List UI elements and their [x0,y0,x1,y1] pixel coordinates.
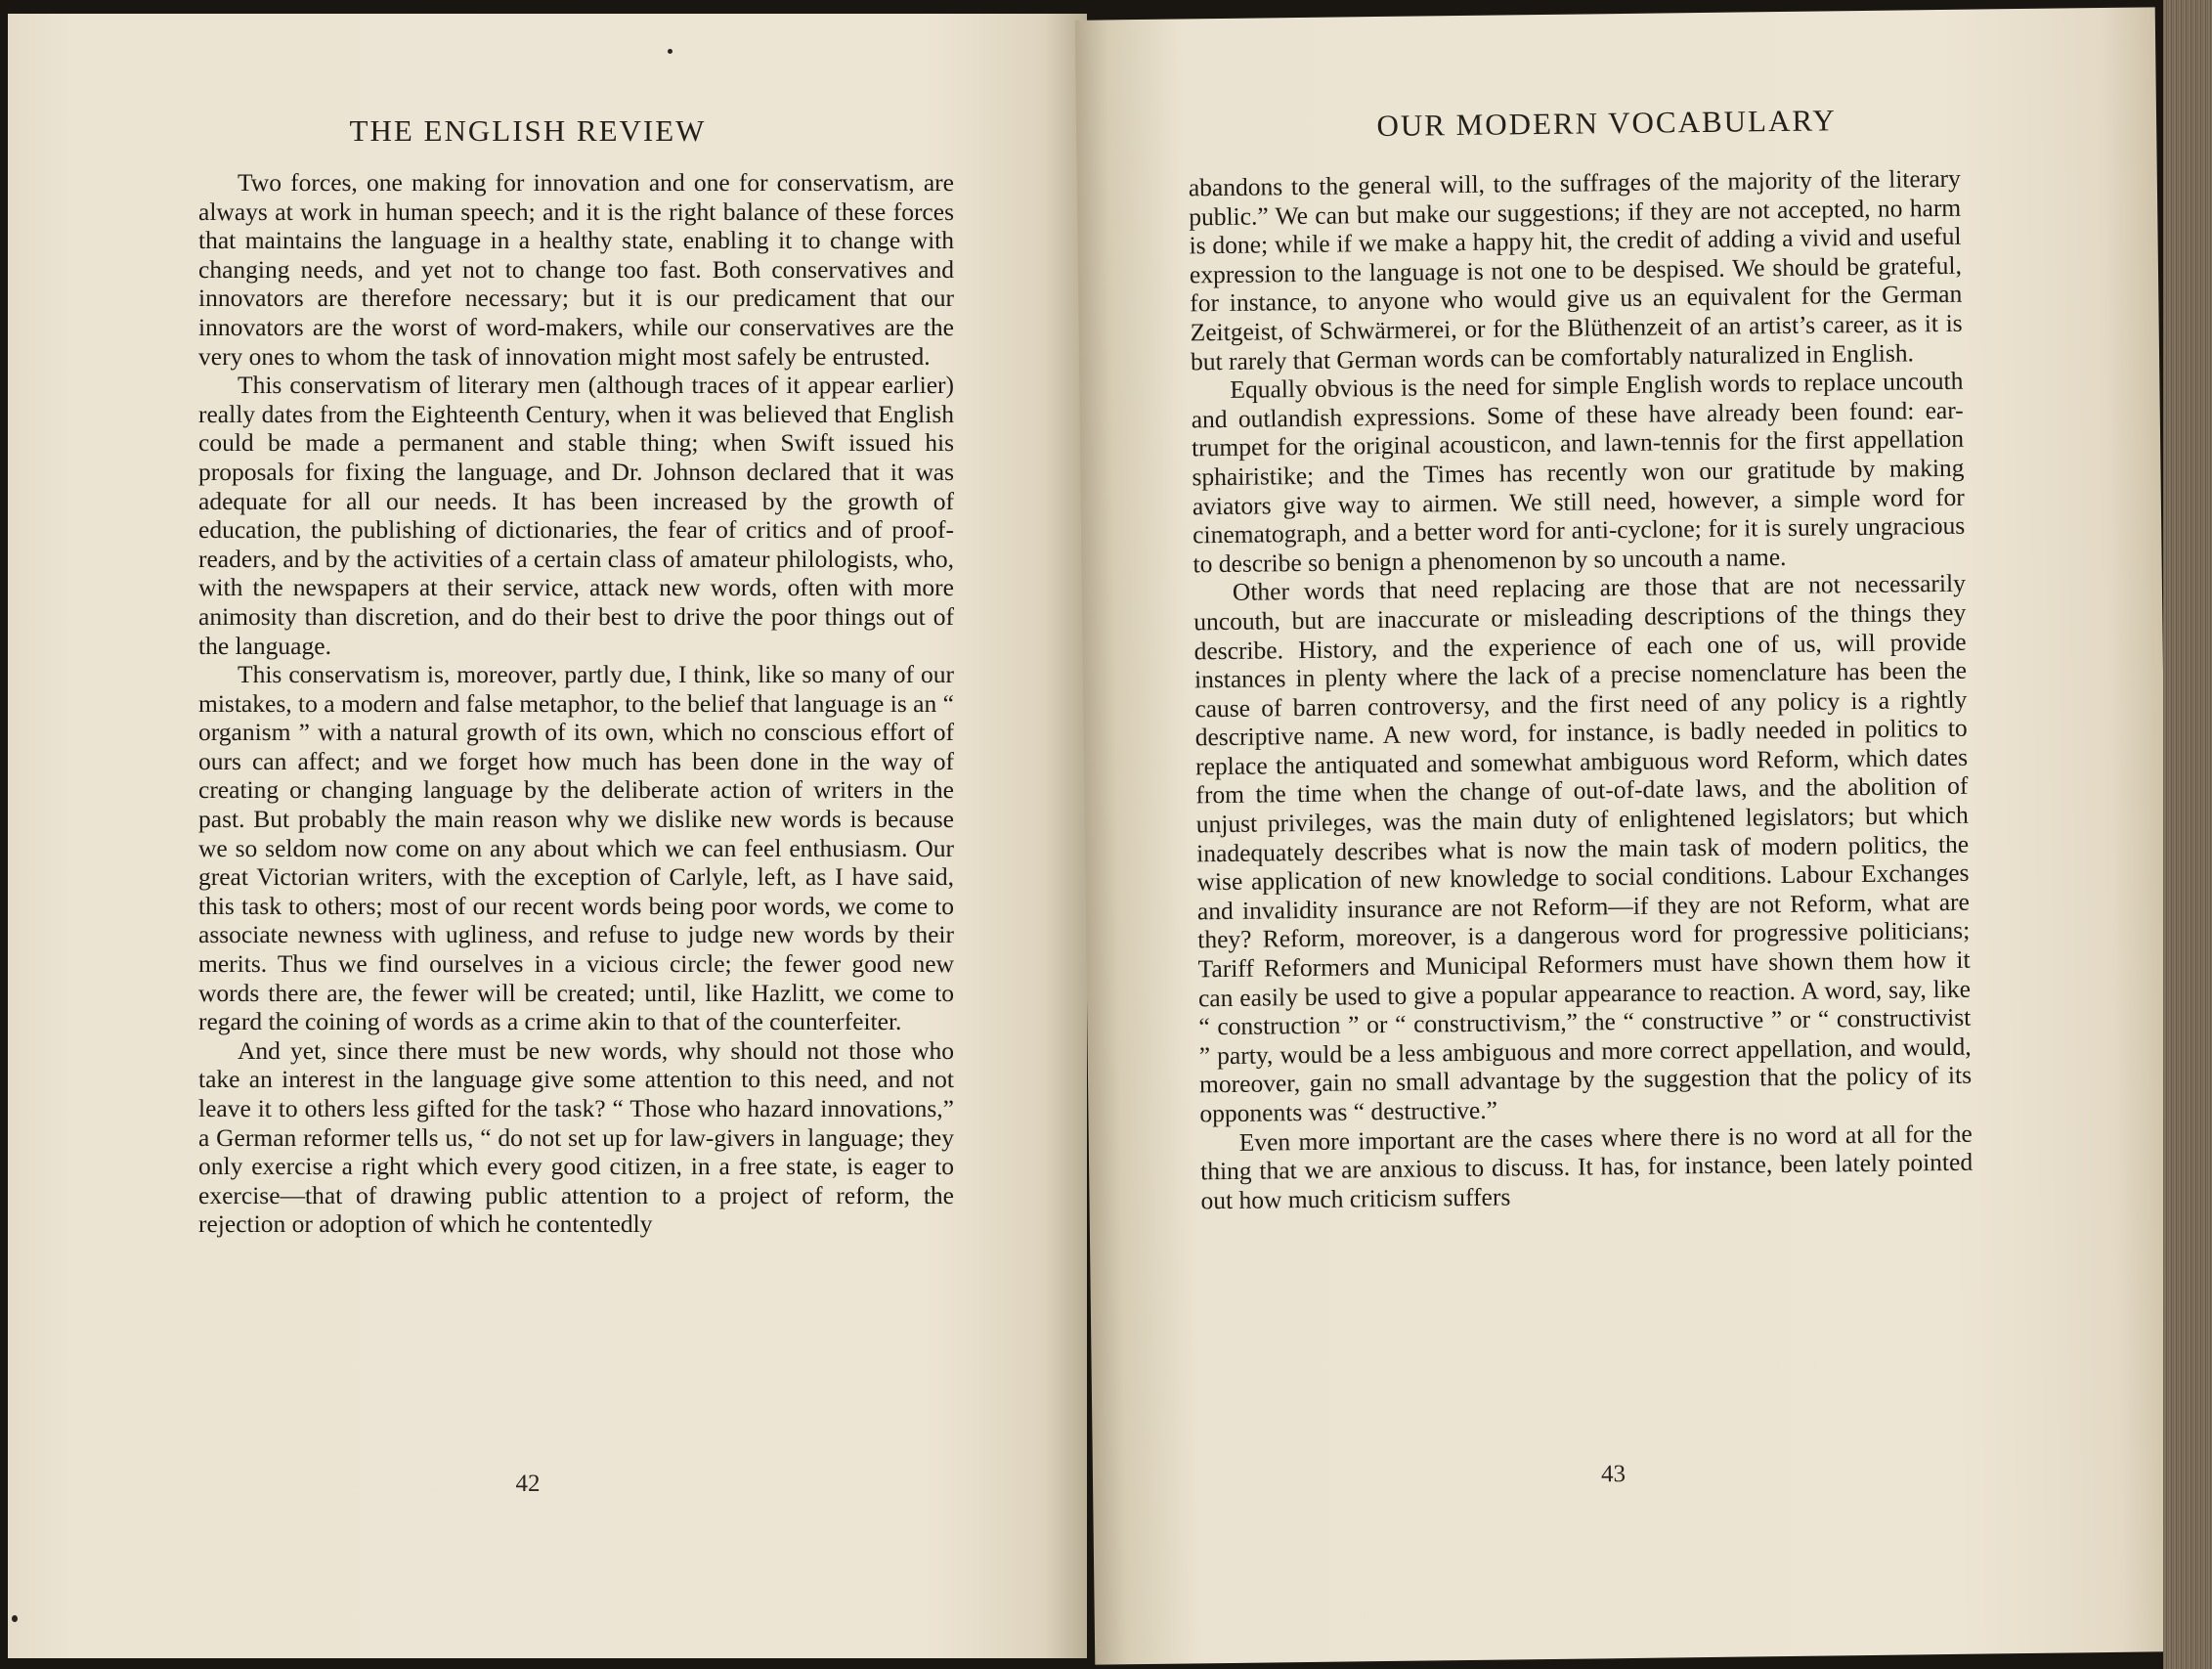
right-page-text [1189,164,1973,1215]
left-page-text [198,168,954,1239]
paragraph: Equally obvious is the need for simple English words to replace uncouth and outlandish expressions. Some of these have already been found: ear-trumpet for the original acousticon, and lawn-tennis for the first appellation sphairistike; and the Times has recently won our gratitude by making aviators give way to airmen. We still need, however, a simple word for cinematograph, and a better word for anti-cyclone; for it is surely ungracious to describe so benign a phenomenon by so uncouth a name. [1191,366,1966,579]
left-page [8,14,1087,1658]
paragraph: Even more important are the cases where there is no word at all for the thing that we are anxious to discuss. It has, for instance, been lately pointed out how much criticism suffers [1199,1119,1973,1215]
running-head-right: OUR MODERN VOCABULARY [1376,103,1837,144]
running-head-left: THE ENGLISH REVIEW [349,113,707,148]
page-number-right: 43 [1600,1461,1626,1488]
paragraph: abandons to the general will, to the suffrages of the majority of the literary public.” We can but make our suggestions; if they are not accepted, no harm is done; while if we make a happy hit, the credit of adding a vivid and useful expression to the language is not one to be despised. We should be grateful, for instance, to anyone who would give us an equivalent for the German Zeitgeist, of Schwärmerei, or for the Blüthenzeit of an artist’s career, as it is but rarely that German words can be comfortably naturalized in English. [1188,163,1963,375]
page-edges [2163,0,2212,1669]
ink-speck [12,1615,18,1622]
paragraph: This conservatism of literary men (although traces of it appear earlier) really dates from the Eighteenth Century, when it was believed that English could be made a permanent and stable thing; when Swift issued his proposals for fixing the language, and Dr. Johnson declared that it was adequate for all our needs. It has been increased by the growth of education, the publishing of dictionaries, the fear of critics and of proof-readers, and by the activities of a certain class of amateur philologists, who, with the newspapers at their service, attack new words, often with more animosity than discretion, and do their best to drive the poor things out of the language. [198,371,954,660]
right-page [1075,7,2175,1664]
ink-speck [668,49,672,54]
paragraph: Two forces, one making for innovation and one for conservatism, are always at work in human speech; and it is the right balance of these forces that maintains the language in a healthy state, enabling it to change with changing needs, and yet not to change too fast. Both conservatives and innovators are therefore necessary; but it is our predicament that our innovators are the worst of word-makers, while our conservatives are the very ones to whom the task of innovation might most safely be entrusted. [198,168,954,371]
paragraph: Other words that need replacing are those that are not necessarily uncouth, but are inaccurate or misleading descriptions of the things they describe. History, and the experience of each one of us, will provide instances in plenty where the lack of a precise nomenclature has been the cause of barren controversy, and the first need of any policy is a rightly descriptive name. A new word, for instance, is badly needed in politics to replace the antiquated and somewhat ambiguous word Reform, which dates from the time when the change of out-of-date laws, and the abolition of unjust privileges, was the main duty of enlightened legislators; but which inadequately describes what is now the main task of modern politics, the wise application of new knowledge to social conditions. Labour Exchanges and invalidity insurance are not Reform—if they are not Reform, what are they? Reform, moreover, is a dangerous word for progressive politicians; Tariff Reformers and Municipal Reformers must have shown them how it can easily be used to give a popular appearance to reaction. A word, say, like “ construction ” or “ constructivism,” the “ constructive ” or “ constructivist ” party, would be a less ambiguous and more correct appellation, and would, moreover, gain no small advantage by the suggestion that the policy of its opponents was “ destructive.” [1193,569,1973,1128]
paragraph: This conservatism is, moreover, partly due, I think, like so many of our mistakes, to a modern and false metaphor, to the belief that language is an “ organism ” with a natural growth of its own, which no conscious effort of ours can affect; and we forget how much has been done in the way of creating or changing language by the deliberate action of writers in the past. But probably the main reason why we dislike new words is because we so seldom now come on any about which we can feel enthusiasm. Our great Victorian writers, with the exception of Carlyle, left, as I have said, this task to others; most of our recent words being poor words, we come to associate newness with ugliness, and refuse to judge new words by their merits. Thus we find ourselves in a vicious circle; the fewer good new words there are, the fewer will be created; until, like Hazlitt, we come to regard the coining of words as a crime akin to that of the counterfeiter. [198,660,954,1036]
paragraph: And yet, since there must be new words, why should not those who take an interest in the language give some attention to this need, and not leave it to others less gifted for the task? “ Those who hazard innovations,” a German reformer tells us, “ do not set up for law-givers in language; they only exercise a right which every good citizen, in a free state, is eager to exercise—that of drawing public attention to a project of reform, the rejection or adoption of which he contentedly [198,1035,954,1239]
page-number-left: 42 [515,1471,541,1497]
